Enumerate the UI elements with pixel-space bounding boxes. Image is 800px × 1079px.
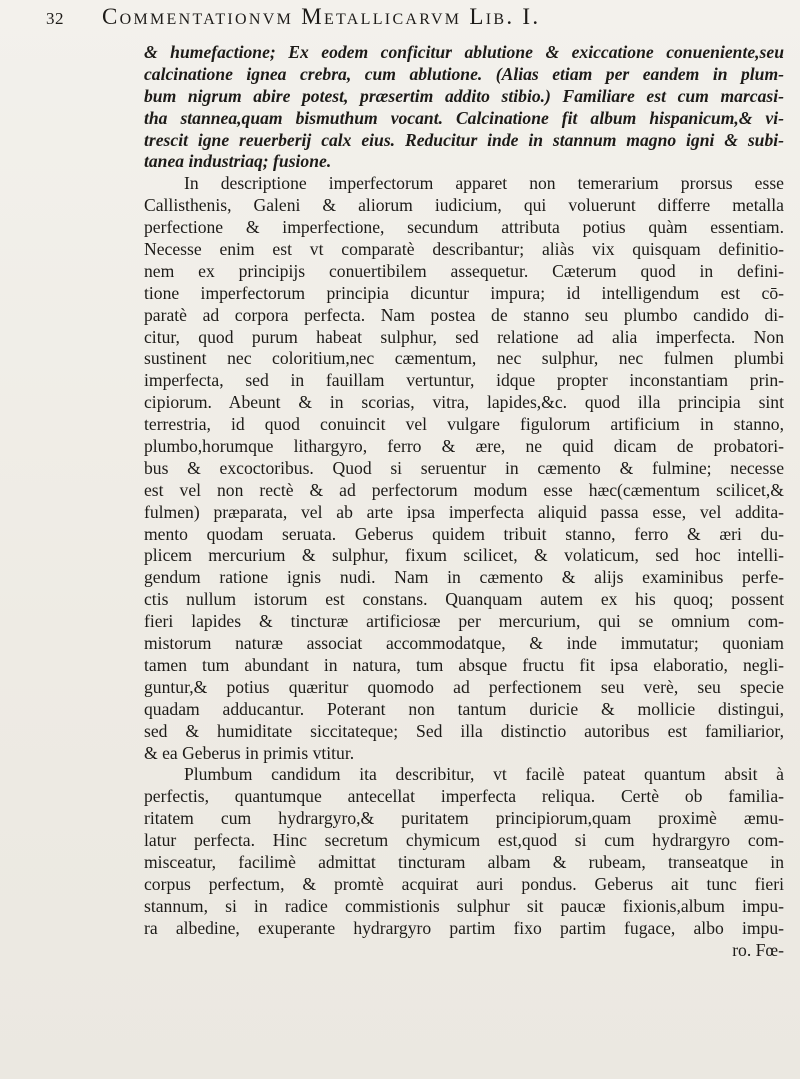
text-line: est vel non rectè & ad perfectorum modum esse hæc(cæmentum scilicet,& [144, 479, 784, 500]
text-line: ritatem cum hydrargyro,& puritatem principiorum,quam proximè æmu- [144, 808, 784, 829]
running-title: Commentationvm Metallicarvm Lib. I. [102, 4, 541, 29]
text-line: ra albedine, exuperante hydrargyro partim fixo partim fugace, albo impu- [144, 917, 784, 938]
page-header [46, 4, 790, 32]
text-line: fulmen) præparata, vel ab arte ipsa imperfecta aliquid passa esse, vel addita- [144, 501, 784, 522]
text-line: tanea industriaq; fusione. [144, 151, 332, 172]
catchword: ro. Fœ- [732, 939, 784, 960]
text-line: trescit igne reuerberij calx eius. Reducitur inde in stannum magno igni & subi- [144, 129, 784, 150]
text-line: sustinent nec coloritium,nec cæmentum, nec sulphur, nec fulmen plumbi [144, 348, 784, 369]
text-line: fieri lapides & tincturæ artificiosæ per mercurium, qui se omnium com- [144, 611, 784, 632]
text-line: latur perfecta. Hinc secretum chymicum est,quod si cum hydrargyro com- [144, 830, 784, 851]
text-line: terrestria, id quod conuincit vel vulgare figulorum artificium in stanno, [144, 414, 784, 435]
paragraph-white-lead [144, 764, 784, 961]
text-line: stannum, si in radice commistionis sulphur sit paucæ fixionis,album impu- [144, 895, 784, 916]
text-line: & humefactione; Ex eodem conficitur ablutione & exiccatione conueniente,seu [144, 42, 784, 62]
text-line: guntur,& potius quæritur quomodo ad perfectionem seu verè, seu specie [144, 676, 784, 697]
text-line: sed & humiditate siccitateque; Sed illa distinctio autoribus est familiarior, [144, 720, 784, 741]
text-line: gendum ratione ignis nudi. Nam in cæmento & alijs examinibus perfe- [144, 567, 784, 588]
text-line: quadam adducantur. Poterant non tantum duricie & mollicie distingui, [144, 698, 784, 719]
text-line: perfectis, quantumque antecellat imperfecta reliqua. Certè ob familia- [144, 786, 784, 807]
text-line: plicem mercurium & sulphur, fixum scilicet, & volaticum, sed hoc intelli- [144, 545, 784, 566]
page-number: 32 [46, 9, 64, 28]
text-line: corpus perfectum, & promtè acquirat auri pondus. Geberus ait tunc fieri [144, 873, 784, 894]
text-line: & ea Geberus in primis vtitur. [144, 742, 355, 763]
text-line: bum nigrum abire potest, præsertim addito stibio.) Familiare est cum marcasi- [144, 85, 784, 106]
text-line: mento quodam seruata. Geberus quidem tribuit stanno, ferro & æri du- [144, 523, 784, 544]
text-line: bus & excoctoribus. Quod si seruentur in cæmento & fulmine; necesse [144, 457, 784, 478]
text-line: misceatur, facilimè admittat tincturam albam & rubeam, transeatque in [144, 851, 784, 872]
text-line: calcinatione ignea crebra, cum ablutione. (Alias etiam per eandem in plum- [144, 63, 784, 84]
text-line: In descriptione imperfectorum apparet non temerarium prorsus esse [184, 173, 784, 194]
text-line: ctis nullum istorum est constans. Quanquam autem ex his quoq; possent [144, 589, 784, 610]
paragraph-imperfect-metals [144, 173, 784, 764]
text-line: Necesse enim est vt comparatè describantur; aliàs vix quisquam definitio- [144, 239, 784, 260]
text-line: perfectione & imperfectione, secundum attributa potius quàm essentiam. [144, 217, 784, 238]
paragraph-intro [144, 42, 784, 173]
text-line: tha stannea,quam bismuthum vocant. Calcinatione fit album hispanicum,& vi- [144, 107, 784, 128]
text-line: nem ex principijs conuertibilem assequetur. Cæterum quod in defini- [144, 260, 784, 281]
text-line: tione imperfectorum principia dicuntur impura; id intelligendum est cō- [144, 282, 784, 303]
text-line: paratè ad corpora perfecta. Nam postea de stanno seu plumbo candido di- [144, 304, 784, 325]
text-block [144, 42, 784, 961]
text-line: imperfecta, sed in fauillam vertuntur, idque propter inconstantiam prin- [144, 370, 784, 391]
text-line: citur, quod purum habeat sulphur, sed relatione ad alia imperfecta. Non [144, 326, 784, 347]
text-line: Plumbum candidum ita describitur, vt facilè pateat quantum absit à [184, 764, 784, 785]
text-line: Callisthenis, Galeni & aliorum iudicium, qui voluerunt differre metalla [144, 195, 784, 216]
text-line: cipiorum. Abeunt & in scorias, vitra, lapides,&c. quod illa principia sint [144, 392, 784, 413]
text-line: plumbo,horumque lithargyro, ferro & ære, ne quid dicam de probatori- [144, 436, 784, 457]
text-line: tamen tum abundant in natura, tum absque fructu fit ipsa elaboratio, negli- [144, 654, 784, 675]
text-line: mistorum naturæ associat accommodatque, & inde immutatur; quoniam [144, 633, 784, 654]
